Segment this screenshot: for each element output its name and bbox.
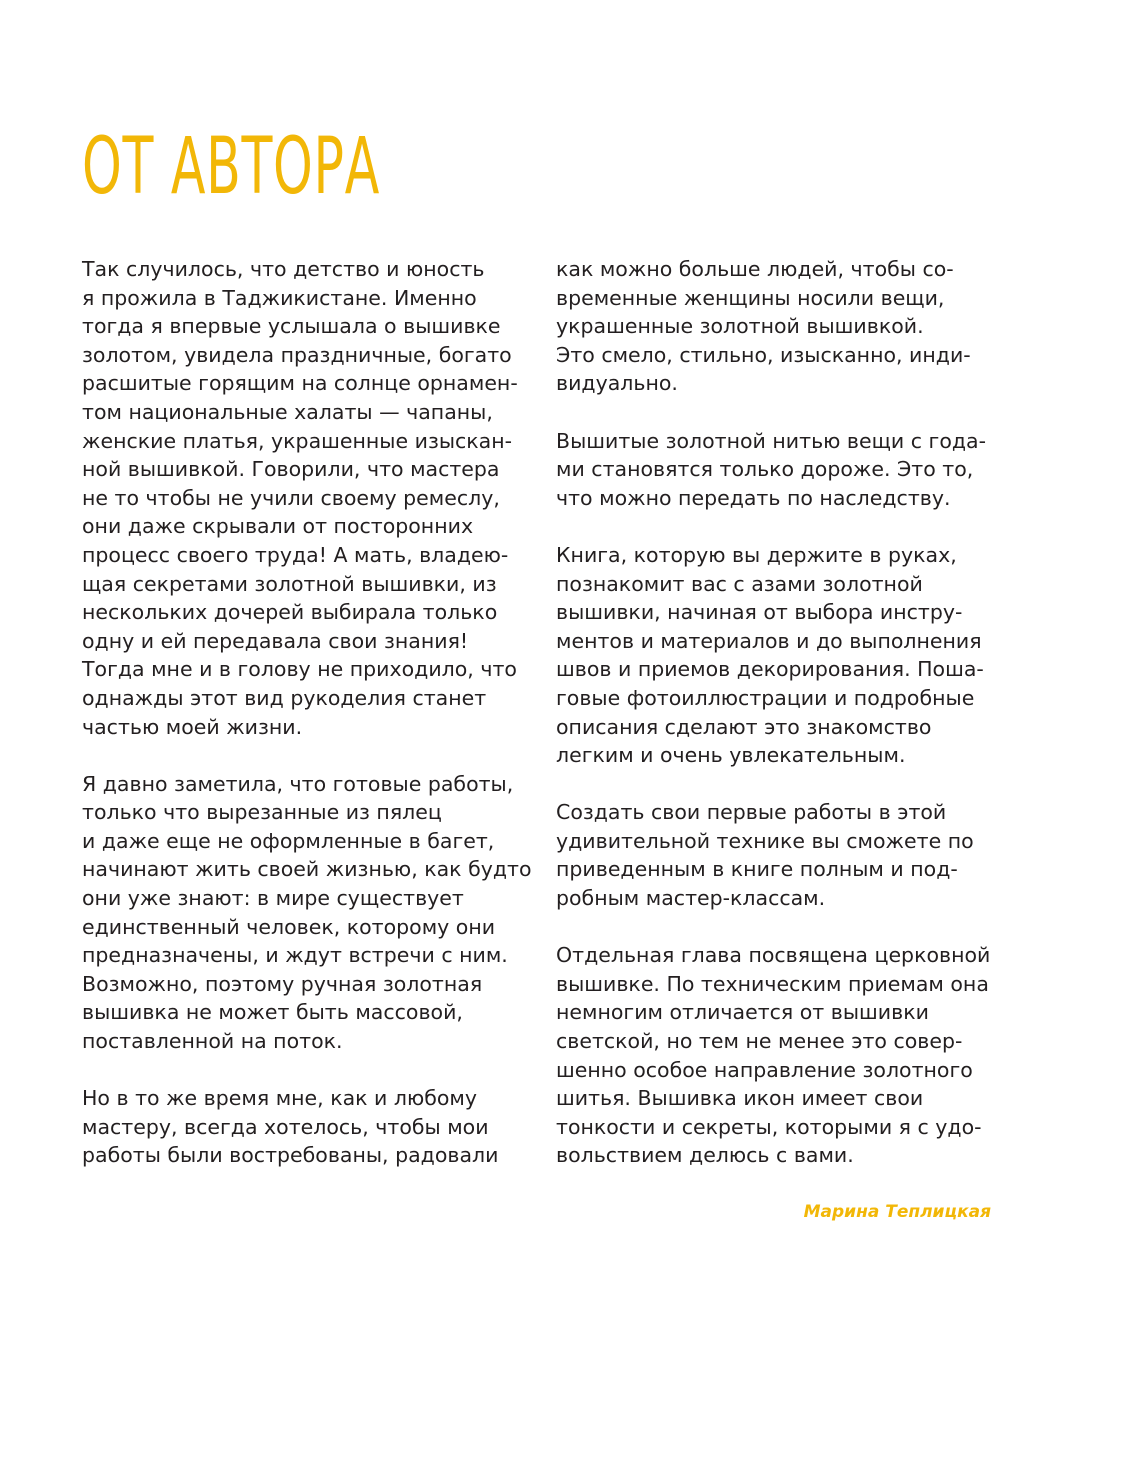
author-signature: Марина Теплицкая bbox=[803, 1202, 991, 1222]
text-line: мастеру, всегда хотелось, чтобы мои bbox=[82, 1114, 489, 1139]
text-line: украшенные золотной вышивкой. bbox=[556, 314, 924, 339]
text-line: частью моей жизни. bbox=[82, 714, 303, 739]
text-line: они даже скрывали от посторонних bbox=[82, 514, 474, 539]
text-line: Создать свои первые работы в этой bbox=[556, 800, 947, 825]
text-line: Это смело, стильно, изысканно, инди- bbox=[556, 342, 971, 367]
text-line: я прожила в Таджикистане. Именно bbox=[82, 285, 477, 310]
text-line: робным мастер-классам. bbox=[556, 886, 826, 911]
text-line: одну и ей передавала свои знания! bbox=[82, 628, 469, 653]
text-line: единственный человек, которому они bbox=[82, 914, 496, 939]
text-line: описания сделают это знакомство bbox=[556, 714, 932, 739]
text-line: Но в то же время мне, как и любому bbox=[82, 1086, 478, 1111]
text-line: легким и очень увлекательным. bbox=[556, 743, 906, 768]
text-line: Книга, которую вы держите в руках, bbox=[556, 542, 957, 567]
text-line: приведенным в книге полным и под- bbox=[556, 857, 958, 882]
text-line: Так случилось, что детство и юность bbox=[82, 257, 485, 281]
text-line: они уже знают: в мире существует bbox=[82, 886, 464, 911]
text-line: женские платья, украшенные изыскан- bbox=[82, 428, 513, 453]
text-line: не то чтобы не учили своему ремеслу, bbox=[82, 485, 500, 510]
text-line: расшитые горящим на солнце орнамен- bbox=[82, 371, 518, 396]
text-line: Вышитые золотной нитью вещи с года- bbox=[556, 428, 986, 453]
paragraph bbox=[556, 798, 1006, 912]
text-line: вышивке. По техническим приемам она bbox=[556, 971, 989, 996]
paragraph bbox=[82, 1084, 532, 1170]
paragraph bbox=[82, 770, 532, 1056]
page-title: ОТ АВТОРА bbox=[82, 122, 380, 212]
text-line: что можно передать по наследству. bbox=[556, 485, 951, 510]
text-line: светской, но тем не менее это совер- bbox=[556, 1029, 963, 1054]
text-line: тонкости и секреты, которыми я с удо- bbox=[556, 1114, 982, 1139]
text-line: удивительной технике вы сможете по bbox=[556, 828, 974, 853]
text-line: нескольких дочерей выбирала только bbox=[82, 600, 498, 625]
text-line: тогда я впервые услышала о вышивке bbox=[82, 314, 501, 339]
paragraph bbox=[82, 255, 532, 741]
paragraph bbox=[556, 427, 1006, 513]
text-line: шитья. Вышивка икон имеет свои bbox=[556, 1086, 924, 1111]
paragraph bbox=[556, 941, 1006, 1170]
paragraph bbox=[556, 541, 1006, 770]
left-text-column bbox=[82, 255, 532, 1199]
text-line: предназначены, и ждут встречи с ним. bbox=[82, 943, 508, 968]
text-line: щая секретами золотной вышивки, из bbox=[82, 571, 497, 596]
text-line: только что вырезанные из пялец bbox=[82, 800, 442, 825]
text-line: поставленной на поток. bbox=[82, 1029, 343, 1054]
text-line: познакомит вас с азами золотной bbox=[556, 571, 923, 596]
text-line: Я давно заметила, что готовые работы, bbox=[82, 771, 514, 796]
text-line: работы были востребованы, радовали bbox=[82, 1143, 499, 1168]
text-line: вольствием делюсь с вами. bbox=[556, 1143, 854, 1168]
text-line: как можно больше людей, чтобы со- bbox=[556, 257, 954, 281]
text-line: Возможно, поэтому ручная золотная bbox=[82, 971, 483, 996]
text-line: шенно особое направление золотного bbox=[556, 1057, 973, 1082]
text-line: начинают жить своей жизнью, как будто bbox=[82, 857, 532, 882]
text-line: немногим отличается от вышивки bbox=[556, 1000, 929, 1025]
text-line: и даже еще не оформленные в багет, bbox=[82, 828, 495, 853]
text-line: видуально. bbox=[556, 371, 678, 396]
right-text-column bbox=[556, 255, 1006, 1199]
text-line: ной вышивкой. Говорили, что мастера bbox=[82, 457, 500, 482]
text-line: Отдельная глава посвящена церковной bbox=[556, 943, 991, 968]
text-line: вышивки, начиная от выбора инстру- bbox=[556, 600, 963, 625]
text-line: ментов и материалов и до выполнения bbox=[556, 628, 982, 653]
text-line: говые фотоиллюстрации и подробные bbox=[556, 685, 975, 710]
text-line: Тогда мне и в голову не приходило, что bbox=[82, 657, 517, 682]
text-line: швов и приемов декорирования. Поша- bbox=[556, 657, 984, 682]
text-line: процесс своего труда! А мать, владею- bbox=[82, 542, 509, 567]
text-line: временные женщины носили вещи, bbox=[556, 285, 945, 310]
paragraph bbox=[556, 255, 1006, 398]
text-line: однажды этот вид рукоделия станет bbox=[82, 685, 487, 710]
text-line: том национальные халаты — чапаны, bbox=[82, 399, 493, 424]
text-line: ми становятся только дороже. Это то, bbox=[556, 457, 974, 482]
text-line: вышивка не может быть массовой, bbox=[82, 1000, 463, 1025]
text-line: золотом, увидела праздничные, богато bbox=[82, 342, 512, 367]
